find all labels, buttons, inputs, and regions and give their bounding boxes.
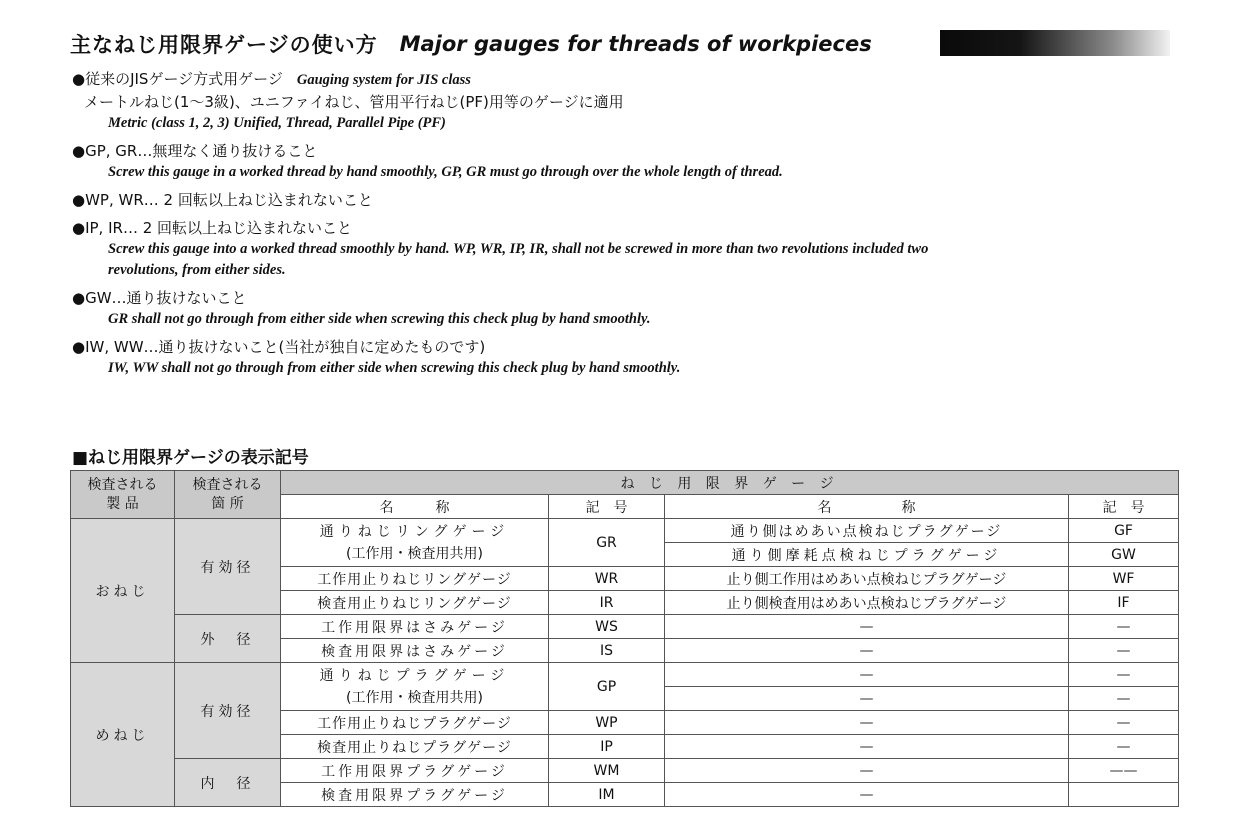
note-iw-ww bbox=[72, 336, 1172, 379]
note-ip-ir bbox=[72, 217, 1172, 281]
gauge-symbol: WP bbox=[549, 711, 665, 735]
gauge-symbol: GR bbox=[549, 519, 665, 567]
note-ip-ir-en: Screw this gauge into a worked thread smoothly by hand. WP, WR, IP, IR, shall not be screwed in more than two revolutions included two bbox=[108, 241, 929, 257]
gauge-symbol: IP bbox=[549, 735, 665, 759]
note-wp-wr bbox=[72, 189, 1172, 211]
header-name: 名 称 bbox=[281, 495, 549, 519]
check-gauge-symbol: GF bbox=[1069, 519, 1179, 543]
check-gauge-symbol: WF bbox=[1069, 567, 1179, 591]
gauge-name: 通りねじリングゲージ (工作用・検査用共用) bbox=[281, 519, 549, 567]
note-wp-wr-jp: ●WP, WR… 2 回転以上ねじ込まれないこと bbox=[72, 191, 373, 209]
check-gauge-name: — bbox=[665, 639, 1069, 663]
table-header-row bbox=[71, 471, 1179, 495]
area-pitch-diameter-2: 有効径 bbox=[175, 663, 281, 759]
gauge-name: 工作用止りねじプラグゲージ bbox=[281, 711, 549, 735]
area-pitch-diameter: 有効径 bbox=[175, 519, 281, 615]
note-ip-ir-en-2: revolutions, from either sides. bbox=[108, 262, 286, 278]
table-row bbox=[71, 519, 1179, 543]
note-gw-jp: ●GW…通り抜けないこと bbox=[72, 289, 247, 307]
check-gauge-name: — bbox=[665, 735, 1069, 759]
header-product: 検査される 製 品 bbox=[71, 471, 175, 519]
check-gauge-name: — bbox=[665, 783, 1069, 807]
check-gauge-name: 通り側摩耗点検ねじプラグゲージ bbox=[665, 543, 1069, 567]
product-female-thread: めねじ bbox=[71, 663, 175, 807]
header-name-2: 名 称 bbox=[665, 495, 1069, 519]
title-japanese: 主なねじ用限界ゲージの使い方 bbox=[70, 33, 378, 57]
gauge-name: 工作用止りねじリングゲージ bbox=[281, 567, 549, 591]
check-gauge-symbol bbox=[1069, 783, 1179, 807]
gauge-symbol: IM bbox=[549, 783, 665, 807]
check-gauge-symbol: IF bbox=[1069, 591, 1179, 615]
gauge-symbol: WS bbox=[549, 615, 665, 639]
check-gauge-name: — bbox=[665, 687, 1069, 711]
gauge-name: 工作用限界プラグゲージ bbox=[281, 759, 549, 783]
check-gauge-symbol: — bbox=[1069, 615, 1179, 639]
note-iw-ww-en: IW, WW shall not go through from either side when screwing this check plug by hand smoothly. bbox=[108, 360, 681, 376]
gauge-symbol: IR bbox=[549, 591, 665, 615]
area-outer-diameter: 外 径 bbox=[175, 615, 281, 663]
header-area: 検査される 箇 所 bbox=[175, 471, 281, 519]
table-row bbox=[71, 663, 1179, 687]
check-gauge-symbol: — bbox=[1069, 687, 1179, 711]
gauge-symbol: WM bbox=[549, 759, 665, 783]
gauge-symbol: GP bbox=[549, 663, 665, 711]
note-gp-gr bbox=[72, 140, 1172, 183]
table-row bbox=[71, 615, 1179, 639]
gauge-name: 検査用限界プラグゲージ bbox=[281, 783, 549, 807]
note-gp-gr-en: Screw this gauge in a worked thread by hand smoothly, GP, GR must go through over the whole length of thread. bbox=[108, 164, 783, 180]
title-english: Major gauges for threads of workpieces bbox=[399, 32, 872, 56]
usage-notes bbox=[72, 68, 1172, 385]
gauge-symbol-table bbox=[70, 470, 1179, 807]
table-title: ■ねじ用限界ゲージの表示記号 bbox=[72, 448, 309, 468]
note-jis-en-inline: Gauging system for JIS class bbox=[296, 72, 471, 88]
check-gauge-name: — bbox=[665, 711, 1069, 735]
note-ip-ir-jp: ●IP, IR… 2 回転以上ねじ込まれないこと bbox=[72, 219, 353, 237]
gauge-name: 検査用限界はさみゲージ bbox=[281, 639, 549, 663]
note-iw-ww-jp: ●IW, WW…通り抜けないこと(当社が独自に定めたものです) bbox=[72, 338, 486, 356]
check-gauge-symbol: —— bbox=[1069, 759, 1179, 783]
gauge-name: 通りねじプラグゲージ (工作用・検査用共用) bbox=[281, 663, 549, 711]
gauge-name: 検査用止りねじリングゲージ bbox=[281, 591, 549, 615]
check-gauge-name: — bbox=[665, 663, 1069, 687]
check-gauge-name: 止り側工作用はめあい点検ねじプラグゲージ bbox=[665, 567, 1069, 591]
note-jis-jp: ●従来のJISゲージ方式用ゲージ bbox=[72, 70, 283, 88]
check-gauge-name: — bbox=[665, 759, 1069, 783]
header-symbol-2: 記 号 bbox=[1069, 495, 1179, 519]
note-jis-en: Metric (class 1, 2, 3) Unified, Thread, Parallel Pipe (PF) bbox=[108, 115, 446, 131]
gauge-symbol: IS bbox=[549, 639, 665, 663]
area-inner-diameter: 内 径 bbox=[175, 759, 281, 807]
check-gauge-name: 通り側はめあい点検ねじプラグゲージ bbox=[665, 519, 1069, 543]
check-gauge-name: — bbox=[665, 615, 1069, 639]
title-gradient-bar bbox=[940, 30, 1170, 56]
note-jis bbox=[72, 68, 1172, 134]
note-gw-en: GR shall not go through from either side when screwing this check plug by hand smoothly. bbox=[108, 311, 651, 327]
table-row bbox=[71, 759, 1179, 783]
check-gauge-symbol: — bbox=[1069, 735, 1179, 759]
note-gw bbox=[72, 287, 1172, 330]
note-gp-gr-jp: ●GP, GR…無理なく通り抜けること bbox=[72, 142, 318, 160]
gauge-symbol: WR bbox=[549, 567, 665, 591]
header-symbol: 記 号 bbox=[549, 495, 665, 519]
check-gauge-symbol: — bbox=[1069, 639, 1179, 663]
note-jis-sub-jp: メートルねじ(1～3級)、ユニファイねじ、管用平行ねじ(PF)用等のゲージに適用 bbox=[84, 93, 624, 111]
product-male-thread: おねじ bbox=[71, 519, 175, 663]
check-gauge-name: 止り側検査用はめあい点検ねじプラグゲージ bbox=[665, 591, 1069, 615]
gauge-name: 検査用止りねじプラグゲージ bbox=[281, 735, 549, 759]
check-gauge-symbol: GW bbox=[1069, 543, 1179, 567]
gauge-name: 工作用限界はさみゲージ bbox=[281, 615, 549, 639]
header-gauge: ね じ 用 限 界 ゲ ー ジ bbox=[281, 471, 1179, 495]
check-gauge-symbol: — bbox=[1069, 711, 1179, 735]
check-gauge-symbol: — bbox=[1069, 663, 1179, 687]
